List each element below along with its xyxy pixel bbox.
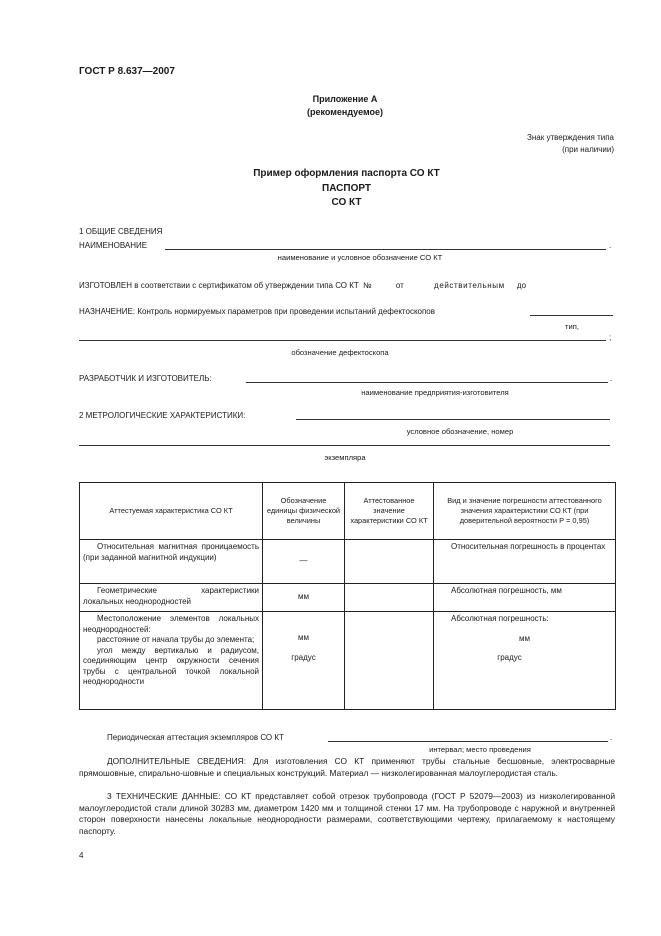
technical-text: СО КТ представляет собой отрезок трубопровода (ГОСТ Р 52079—2003) из низколегированной малоуглеродистой стали длиной 30283 мм, диаметром 1420 мм и толщиной стенки 17 мм. На трубопроводе с наружной и внутренней сторон поверхности нанесены локальные неоднородности размерами, соответствующими чертежу, прилагаемому к настоящему паспорту. xyxy=(79,791,616,836)
additional-label: ДОПОЛНИТЕЛЬНЫЕ СВЕДЕНИЯ: xyxy=(107,756,247,766)
header-characteristic: Аттестуемая характеристика СО КТ xyxy=(80,483,263,540)
row3-unit xyxy=(263,612,345,710)
row3-unit-mm: мм xyxy=(298,633,309,642)
row1-characteristic: Относительная магнитная проницаемость (при заданной магнитной индукции) xyxy=(80,540,263,584)
name-caption: наименование и условное обозначение СО КТ xyxy=(277,253,443,262)
header-attested-value: Аттестованное значение характеристики СО КТ xyxy=(345,483,434,540)
section2-caption-1: условное обозначение, номер xyxy=(406,427,514,436)
purpose-line-2 xyxy=(79,340,606,341)
purpose-type-label: тип, xyxy=(565,322,579,331)
purpose-line-fill xyxy=(530,315,613,316)
approval-sign-note: (при наличии) xyxy=(562,145,614,154)
table-row xyxy=(80,540,616,584)
passport-subheading: СО КТ xyxy=(331,197,362,208)
section2-heading: 2 МЕТРОЛОГИЧЕСКИЕ ХАРАКТЕРИСТИКИ: xyxy=(79,411,246,420)
periodic-line-end: . xyxy=(610,733,613,742)
purpose-text: Контроль нормируемых параметров при проведении испытаний дефектоскопов xyxy=(137,307,436,316)
row3-error-degree: градус xyxy=(497,653,522,662)
table-header-row xyxy=(80,483,616,540)
appendix-title: Приложение А xyxy=(312,94,378,104)
appendix-status: (рекомендуемое) xyxy=(307,107,383,117)
row1-value xyxy=(345,540,434,584)
developer-line xyxy=(246,382,608,383)
section2-caption-2: экземпляра xyxy=(324,453,366,462)
technical-data xyxy=(79,791,615,837)
section2-line-1 xyxy=(296,419,610,420)
made-text: в соответствии с сертификатом об утверждении типа СО КТ xyxy=(134,281,359,290)
document-standard-number: ГОСТ Р 8.637—2007 xyxy=(79,66,175,77)
row3-char-head: Местоположение элементов локальных неоднородностей: xyxy=(83,614,259,634)
developer-label: РАЗРАБОТЧИК И ИЗГОТОВИТЕЛЬ: xyxy=(79,374,212,383)
periodic-caption: интервал; место проведения xyxy=(429,745,531,754)
page-number: 4 xyxy=(79,851,84,860)
developer-caption: наименование предприятия-изготовителя xyxy=(361,388,509,397)
row3-char-angle: угол между вертикалью и радиусом, соединяющим центр окружности сечения трубы с центральной точкой локальной неоднородности xyxy=(83,645,259,686)
row3-characteristic xyxy=(80,612,263,710)
row3-error xyxy=(434,612,616,710)
row2-characteristic: Геометрические характеристики локальных неоднородностей xyxy=(80,584,263,612)
row3-error-head: Абсолютная погрешность: xyxy=(451,614,549,623)
additional-text: Для изготовления СО КТ применяют трубы стальные бесшовные, электросварные прямошовные, спирально-шовные и специальных конструкций. Материал — низколегированная малоуглеродистая сталь. xyxy=(79,756,615,778)
row2-unit: мм xyxy=(263,584,345,612)
row2-error: Абсолютная погрешность, мм xyxy=(434,584,616,612)
made-from-label: от xyxy=(395,281,404,290)
row1-error: Относительная погрешность в процентах xyxy=(434,540,616,584)
purpose-line xyxy=(79,307,435,316)
developer-line-end: . xyxy=(610,374,613,383)
table-row xyxy=(80,584,616,612)
table-row xyxy=(80,612,616,710)
made-line xyxy=(79,281,526,290)
row2-value xyxy=(345,584,434,612)
name-line xyxy=(165,249,606,250)
additional-info xyxy=(79,756,615,779)
made-label: ИЗГОТОВЛЕН xyxy=(79,281,133,290)
row3-char-distance: расстояние от начала трубы до элемента; xyxy=(97,635,255,644)
purpose-line-end: ; xyxy=(609,333,612,342)
row1-unit: — xyxy=(263,540,345,584)
passport-heading: ПАСПОРТ xyxy=(322,183,371,194)
passport-example-title: Пример оформления паспорта СО КТ xyxy=(253,168,440,179)
purpose-caption: обозначение дефектоскопа xyxy=(291,348,389,357)
attestation-table xyxy=(79,482,616,710)
purpose-label: НАЗНАЧЕНИЕ: xyxy=(79,307,136,316)
header-error: Вид и значение погрешности аттестованного значения характеристики СО КТ (при доверительной вероятности Р = 0,95) xyxy=(434,483,616,540)
technical-label: 3 ТЕХНИЧЕСКИЕ ДАННЫЕ: xyxy=(107,791,221,801)
row3-value xyxy=(345,612,434,710)
row3-unit-degree: градус xyxy=(291,652,316,662)
made-valid-label: действительным xyxy=(434,281,505,290)
section2-line-2 xyxy=(79,445,610,446)
made-number-label: № xyxy=(363,281,372,290)
section1-heading: 1 ОБЩИЕ СВЕДЕНИЯ xyxy=(79,227,163,236)
header-unit: Обозначение единицы физической величины xyxy=(263,483,345,540)
name-line-end: . xyxy=(609,241,612,250)
approval-sign-label: Знак утверждения типа xyxy=(527,133,614,142)
periodic-line xyxy=(328,741,608,742)
name-label: НАИМЕНОВАНИЕ xyxy=(79,241,148,250)
row3-error-mm: мм xyxy=(519,633,530,643)
periodic-label: Периодическая аттестация экземпляров СО КТ xyxy=(107,733,284,742)
made-to-label: до xyxy=(516,281,527,290)
